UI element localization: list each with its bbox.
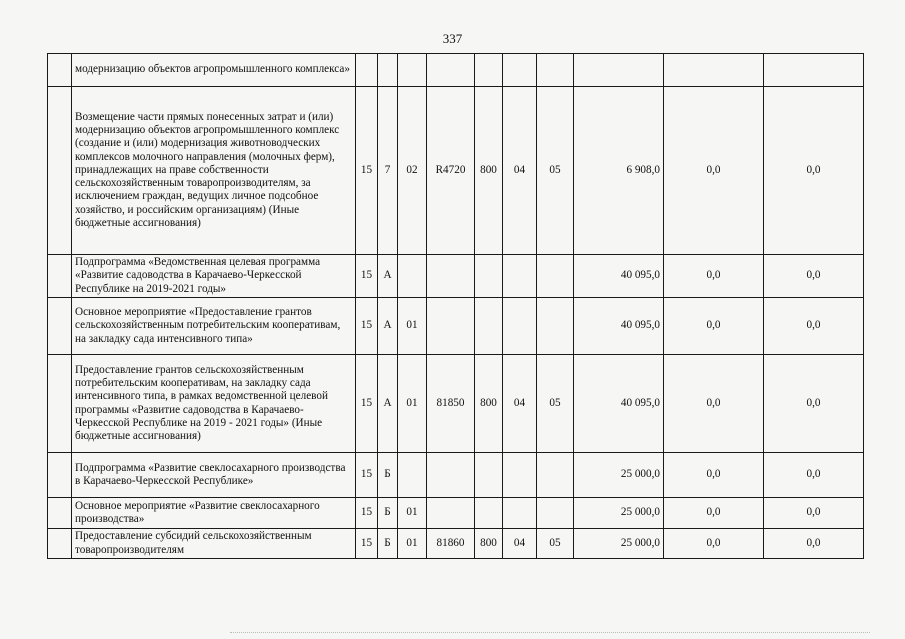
table-row: Подпрограмма «Ведомственная целевая программа «Развитие садоводства в Карачаево-Черкесской Республике на 2019-2021 годы» 15 А 40 095,0 0,0 0,0 bbox=[48, 255, 864, 298]
row-name: Подпрограмма «Развитие свеклосахарного производства в Карачаево-Черкесской Республике» bbox=[72, 453, 356, 498]
row-name: модернизацию объектов агропромышленного комплекса» bbox=[72, 54, 356, 87]
row-name: Основное мероприятие «Предоставление грантов сельскохозяйственным потребительским кооперативам, на закладку сада интенсивного типа» bbox=[72, 298, 356, 355]
page-number: 337 bbox=[442, 31, 463, 46]
row-name: Возмещение части прямых понесенных затрат и (или) модернизацию объектов агропромышленного комплекс (создание и (или) модернизация животноводческих комплексов молочного направления (молочных ферм), принадлежащих на праве собственности сельскохозяйственным товаропроизводителям, за исключением граждан, ведущих личное подсобное хозяйство, и российским организациям) (Иные бюджетные ассигнования) bbox=[72, 87, 356, 255]
table-row: Предоставление субсидий сельскохозяйственным товаропроизводителям 15 Б 01 81860 800 04 05 25 000,0 0,0 0,0 bbox=[48, 529, 864, 559]
row-name: Основное мероприятие «Развитие свеклосахарного производства» bbox=[72, 498, 356, 529]
table-row bbox=[48, 54, 864, 87]
table-row: Возмещение части прямых понесенных затрат и (или) модернизацию объектов агропромышленного комплекс (создание и (или) модернизация животноводческих комплексов молочного направления (молочных ферм), принадлежащих на праве собственности сельскохозяйственным товаропроизводителям, за исключением граждан, ведущих личное подсобное хозяйство, и российским организациям) (Иные бюджетные ассигнования) 15 7 02 R4720 800 04 05 6 908,0 0,0 0,0 bbox=[48, 87, 864, 255]
row-name: Предоставление грантов сельскохозяйственным потребительским кооперативам, на закладку сада интенсивного типа, в рамках ведомственной целевой программы «Развитие садоводства в Карачаево-Черкесской Республике на 2019 - 2021 годы» (Иные бюджетные ассигнования) bbox=[72, 355, 356, 453]
table-row: Предоставление грантов сельскохозяйственным потребительским кооперативам, на закладку сада интенсивного типа, в рамках ведомственной целевой программы «Развитие садоводства в Карачаево-Черкесской Республике на 2019 - 2021 годы» (Иные бюджетные ассигнования) 15 А 01 81850 800 04 05 40 095,0 0,0 0,0 bbox=[48, 355, 864, 453]
budget-table bbox=[47, 53, 864, 559]
row-name: Подпрограмма «Ведомственная целевая программа «Развитие садоводства в Карачаево-Черкесской Республике на 2019-2021 годы» bbox=[72, 255, 356, 298]
table-row: Основное мероприятие «Развитие свеклосахарного производства» 15 Б 01 25 000,0 0,0 0,0 bbox=[48, 498, 864, 529]
scan-edge-line bbox=[230, 632, 870, 634]
table-row: Основное мероприятие «Предоставление грантов сельскохозяйственным потребительским кооперативам, на закладку сада интенсивного типа» 15 А 01 40 095,0 0,0 0,0 bbox=[48, 298, 864, 355]
table-row: Подпрограмма «Развитие свеклосахарного производства в Карачаево-Черкесской Республике» 15 Б 25 000,0 0,0 0,0 bbox=[48, 453, 864, 498]
row-name: Предоставление субсидий сельскохозяйственным товаропроизводителям bbox=[72, 529, 356, 559]
